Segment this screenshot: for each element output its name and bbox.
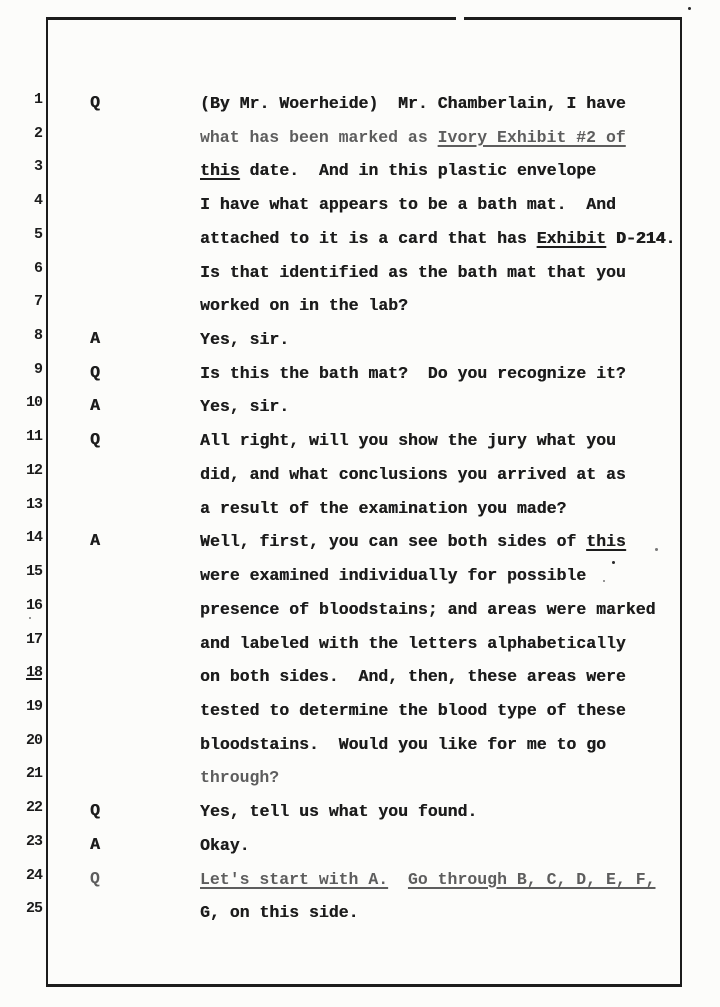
line-number: 15 bbox=[25, 563, 42, 581]
plain-text: on both sides. And, then, these areas were bbox=[200, 667, 626, 687]
speaker-label: A bbox=[90, 396, 100, 416]
line-number: 8 bbox=[33, 327, 42, 345]
line-text bbox=[200, 634, 626, 653]
line-number: 10 bbox=[25, 394, 42, 412]
plain-text: Yes, sir. bbox=[200, 330, 290, 350]
scan-speck bbox=[655, 548, 658, 551]
plain-text: were examined individually for possible bbox=[200, 566, 587, 586]
underlined-text: this bbox=[586, 532, 626, 552]
scan-speck bbox=[612, 561, 615, 564]
speaker-label: A bbox=[90, 834, 100, 854]
transcript-line bbox=[0, 563, 720, 597]
line-number: 23 bbox=[25, 832, 42, 850]
transcript-line bbox=[0, 799, 720, 833]
line-text bbox=[200, 330, 289, 349]
line-text bbox=[200, 566, 586, 585]
speaker-label: Q bbox=[90, 868, 100, 888]
line-text bbox=[200, 802, 477, 821]
plain-text: (By Mr. Woerheide) Mr. Chamberlain, I have bbox=[200, 94, 626, 113]
speaker-label: A bbox=[90, 531, 100, 551]
transcript-line bbox=[0, 394, 720, 428]
line-text bbox=[200, 667, 626, 686]
line-text bbox=[200, 768, 279, 787]
underlined-text: Go through B, C, D, E, F, bbox=[407, 869, 656, 889]
line-text bbox=[200, 94, 626, 113]
plain-text: . bbox=[665, 228, 676, 248]
line-number: 3 bbox=[33, 158, 42, 176]
line-text bbox=[200, 465, 626, 484]
transcript-line bbox=[0, 428, 720, 462]
speaker-label: Q bbox=[90, 801, 100, 821]
speaker-label: A bbox=[90, 329, 100, 349]
line-text bbox=[200, 263, 626, 282]
line-number: 19 bbox=[25, 697, 42, 715]
line-text bbox=[200, 499, 566, 518]
plain-text bbox=[606, 229, 616, 248]
transcript-line bbox=[0, 900, 720, 934]
transcript-line bbox=[0, 765, 720, 799]
scan-speck bbox=[688, 7, 691, 10]
line-number: 13 bbox=[25, 495, 42, 513]
line-number: 20 bbox=[25, 731, 42, 749]
transcript-line bbox=[0, 496, 720, 530]
plain-text: did, and what conclusions you arrived at as bbox=[200, 464, 626, 484]
line-number: 25 bbox=[25, 900, 42, 918]
line-number: 1 bbox=[33, 91, 42, 108]
speaker-label: Q bbox=[90, 430, 100, 450]
transcript-line bbox=[0, 462, 720, 496]
line-number: 22 bbox=[25, 799, 42, 817]
line-number: 4 bbox=[33, 192, 42, 210]
plain-text: G, on this side. bbox=[200, 903, 359, 923]
plain-text: Well, first, you can see both sides of bbox=[200, 532, 587, 552]
underlined-text: Ivory Exhibit #2 of bbox=[437, 127, 626, 147]
line-number: 12 bbox=[25, 461, 42, 479]
plain-text: what has been marked as bbox=[200, 127, 438, 147]
line-number: 24 bbox=[25, 866, 42, 884]
transcript-line bbox=[0, 226, 720, 260]
line-number: 16 bbox=[25, 596, 42, 614]
line-text bbox=[200, 532, 626, 551]
transcript-line bbox=[0, 867, 720, 901]
bold-text: D-214 bbox=[615, 228, 666, 248]
transcript-line bbox=[0, 664, 720, 698]
transcript-line bbox=[0, 91, 720, 125]
line-number: 9 bbox=[33, 360, 42, 378]
plain-text: All right, will you show the jury what you bbox=[200, 431, 616, 451]
line-text bbox=[200, 600, 655, 619]
transcript-line bbox=[0, 597, 720, 631]
transcript-line bbox=[0, 158, 720, 192]
transcript-line bbox=[0, 631, 720, 665]
line-number: 18 bbox=[25, 664, 42, 682]
line-text bbox=[200, 870, 656, 889]
line-text bbox=[200, 903, 358, 922]
transcript-line bbox=[0, 833, 720, 867]
plain-text: tested to determine the blood type of these bbox=[200, 700, 626, 720]
line-number: 21 bbox=[25, 765, 42, 783]
transcript-line bbox=[0, 361, 720, 395]
line-text bbox=[200, 296, 408, 315]
scan-speck bbox=[603, 580, 605, 582]
line-text bbox=[200, 161, 596, 180]
line-number: 2 bbox=[33, 124, 42, 142]
line-text bbox=[200, 195, 616, 214]
line-text bbox=[200, 229, 675, 248]
transcript-line bbox=[0, 698, 720, 732]
scan-speck bbox=[29, 617, 31, 619]
line-number: 7 bbox=[33, 293, 42, 311]
underlined-text: Exhibit bbox=[536, 228, 606, 248]
line-text bbox=[200, 431, 616, 450]
transcript-line bbox=[0, 293, 720, 327]
plain-text: presence of bloodstains; and areas were marked bbox=[200, 599, 656, 619]
transcript-line bbox=[0, 125, 720, 159]
line-number: 17 bbox=[25, 630, 42, 648]
plain-text: Is that identified as the bath mat that you bbox=[200, 262, 626, 282]
transcript-line bbox=[0, 732, 720, 766]
transcript-line bbox=[0, 260, 720, 294]
line-text bbox=[200, 128, 626, 147]
line-text bbox=[200, 364, 626, 383]
plain-text: Yes, sir. bbox=[200, 397, 290, 417]
plain-text: through? bbox=[200, 768, 280, 788]
transcript-line bbox=[0, 327, 720, 361]
plain-text: attached to it is a card that has bbox=[200, 228, 537, 248]
underlined-text: this bbox=[200, 161, 240, 181]
line-text bbox=[200, 836, 250, 855]
underlined-text: Let's start with A. bbox=[200, 869, 389, 889]
line-text bbox=[200, 397, 289, 416]
speaker-label: Q bbox=[90, 362, 100, 382]
plain-text: date. And in this plastic envelope bbox=[239, 161, 597, 181]
line-text bbox=[200, 701, 626, 720]
plain-text: and labeled with the letters alphabetically bbox=[200, 633, 626, 653]
line-text bbox=[200, 735, 606, 754]
line-number: 11 bbox=[25, 428, 42, 446]
transcript-line bbox=[0, 529, 720, 563]
plain-text: Is this the bath mat? Do you recognize it? bbox=[200, 363, 626, 383]
plain-text: Okay. bbox=[200, 835, 250, 855]
plain-text: I have what appears to be a bath mat. And bbox=[200, 195, 616, 215]
plain-text: bloodstains. Would you like for me to go bbox=[200, 734, 606, 754]
line-number: 5 bbox=[33, 225, 42, 243]
plain-text: Yes, tell us what you found. bbox=[200, 802, 478, 822]
speaker-label: Q bbox=[90, 93, 100, 112]
line-number: 6 bbox=[33, 259, 42, 277]
plain-text: a result of the examination you made? bbox=[200, 498, 567, 518]
transcript-line bbox=[0, 192, 720, 226]
plain-text bbox=[388, 870, 408, 889]
plain-text: worked on in the lab? bbox=[200, 296, 408, 316]
line-number: 14 bbox=[25, 529, 42, 547]
scan-border-gap bbox=[456, 15, 464, 22]
